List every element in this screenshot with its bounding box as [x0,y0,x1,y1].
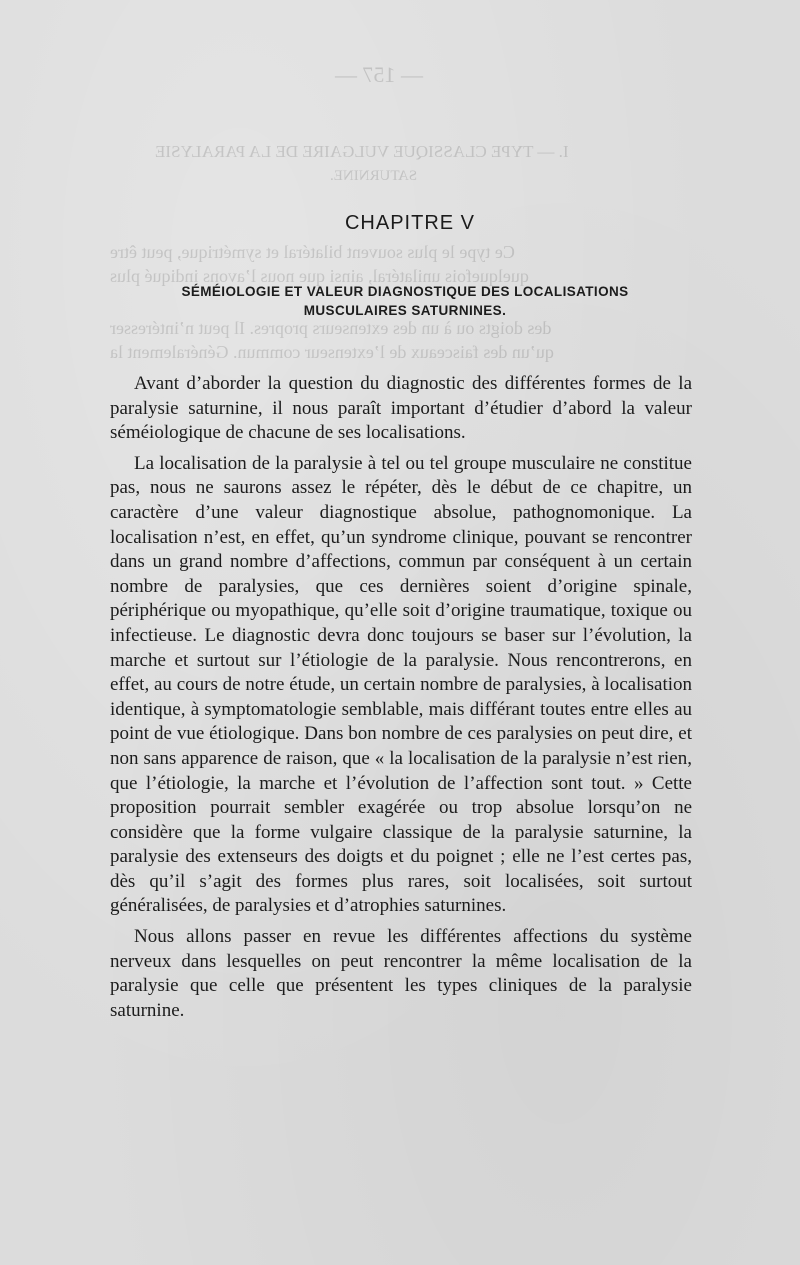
paragraph: Nous allons passer en revue les différentes affections du système nerveux dans lesquelles on peut rencontrer la même localisation de la paralysie que celle que présentent les types cliniques de la paralysie saturnine. [110,926,692,1021]
paragraph: Avant d’aborder la question du diagnostic des différentes formes de la paralysie saturnine, il nous paraît important d’étudier d’abord la valeur séméiologique de chacune de ses localisations. [110,373,692,444]
section-title-line: MUSCULAIRES SATURNINES. [303,303,507,318]
show-through-text: Ce type le plus souvent bilatéral et symétrique, peut être [110,242,515,262]
show-through-text: — 157 — [335,62,423,87]
body-text [110,372,692,1029]
show-through-text: SATURNINE. [330,168,418,184]
section-title-line: SÉMÉIOLOGIE ET VALEUR DIAGNOSTIQUE DES LOCALISATIONS [181,284,629,299]
paragraph: La localisation de la paralysie à tel ou tel groupe musculaire ne constitue pas, nous ne saurons assez le répéter, dès le début de ce chapitre, un caractère d’une valeur diagnostique absolue, pathognomonique. La localisation n’est, en effet, qu’un syndrome clinique, pouvant se rencontrer dans un grand nombre d’affections, commun par conséquent à un certain nombre de paralysies, que ces dernières soient d’origine spinale, périphérique ou myopathique, qu’elle soit d’origine traumatique, toxique ou infectieuse. Le diagnostic devra donc toujours se baser sur l’évolution, la marche et surtout sur l’étiologie de la paralysie. Nous rencontrerons, en effet, au cours de notre étude, un certain nombre de paralysies, à localisation identique, à symptomatologie semblable, mais différant toutes entre elles au point de vue étiologique. Dans bon nombre de ces paralysies on peut dire, et non sans apparence de raison, que « la localisation de la paralysie n’est rien, que l’étiologie, la marche et l’évolution de l’affection sont tout. » Cette proposition pourrait sembler exagérée ou trop absolue lorsqu’on ne considère que la forme vulgaire classique de la paralysie saturnine, la paralysie des extenseurs des doigts et du poignet ; elle ne l’est certes pas, dès qu’il s’agit des formes plus rares, soit localisées, soit surtout généralisées, de paralysies et d’atrophies saturnines. [110,452,692,917]
chapter-title: CHAPITRE V [344,212,476,234]
show-through-text: I. — TYPE CLASSIQUE VULGAIRE DE LA PARALYSIE [155,142,569,161]
show-through-text: qu’un des faisceaux de l’extenseur commun. Généralement la [110,342,554,362]
show-through-text: des doigts ou à un des extenseurs propres. Il peut n’intéresser [110,318,552,338]
show-through-text: quelquefois unilatéral, ainsi que nous l’avons indiqué plus [110,266,529,286]
section-title [110,282,700,320]
